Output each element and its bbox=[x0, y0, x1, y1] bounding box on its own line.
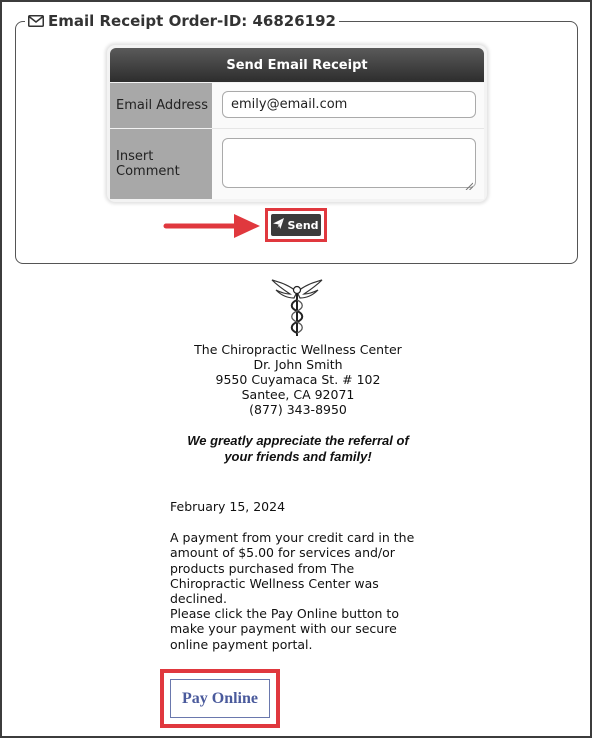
clinic-address-block bbox=[0, 342, 592, 417]
send-highlight-box bbox=[265, 208, 327, 242]
clinic-name: The Chiropractic Wellness Center bbox=[194, 342, 402, 357]
envelope-icon bbox=[28, 15, 44, 27]
pay-online-highlight-box bbox=[160, 669, 280, 728]
card-title: Send Email Receipt bbox=[110, 48, 484, 82]
phone-number: (877) 343-8950 bbox=[249, 402, 347, 417]
message-date: February 15, 2024 bbox=[170, 499, 286, 514]
send-label: Send bbox=[287, 218, 319, 232]
pay-instructions-paragraph: Please click the Pay Online button to make your payment with our secure online payment portal. bbox=[170, 606, 399, 652]
doctor-name: Dr. John Smith bbox=[253, 357, 343, 372]
email-address-input[interactable]: emily@email.com bbox=[222, 91, 476, 118]
red-arrow-icon bbox=[162, 212, 262, 240]
paper-plane-icon bbox=[273, 218, 284, 232]
send-receipt-card bbox=[107, 45, 487, 202]
city-state-zip: Santee, CA 92071 bbox=[241, 387, 355, 402]
send-button[interactable] bbox=[271, 214, 321, 236]
email-address-label: Email Address bbox=[110, 83, 212, 128]
comment-textarea[interactable] bbox=[222, 138, 476, 188]
declined-payment-paragraph: A payment from your credit card in the amount of $5.00 for services and/or products purchased from The Chiropractic Wellness Center was declined. bbox=[170, 530, 415, 607]
tagline-line-1: We greatly appreciate the referral of bbox=[187, 433, 409, 448]
referral-tagline bbox=[0, 433, 592, 465]
legend-title: Email Receipt Order-ID: 46826192 bbox=[48, 12, 336, 30]
caduceus-logo bbox=[268, 278, 326, 338]
street-address: 9550 Cuyamaca St. # 102 bbox=[215, 372, 381, 387]
insert-comment-label: Insert Comment bbox=[110, 129, 212, 199]
fieldset-legend bbox=[25, 12, 339, 30]
resize-grip-icon[interactable] bbox=[465, 177, 473, 185]
pay-online-button[interactable]: Pay Online bbox=[170, 679, 270, 718]
tagline-line-2: your friends and family! bbox=[224, 449, 372, 464]
